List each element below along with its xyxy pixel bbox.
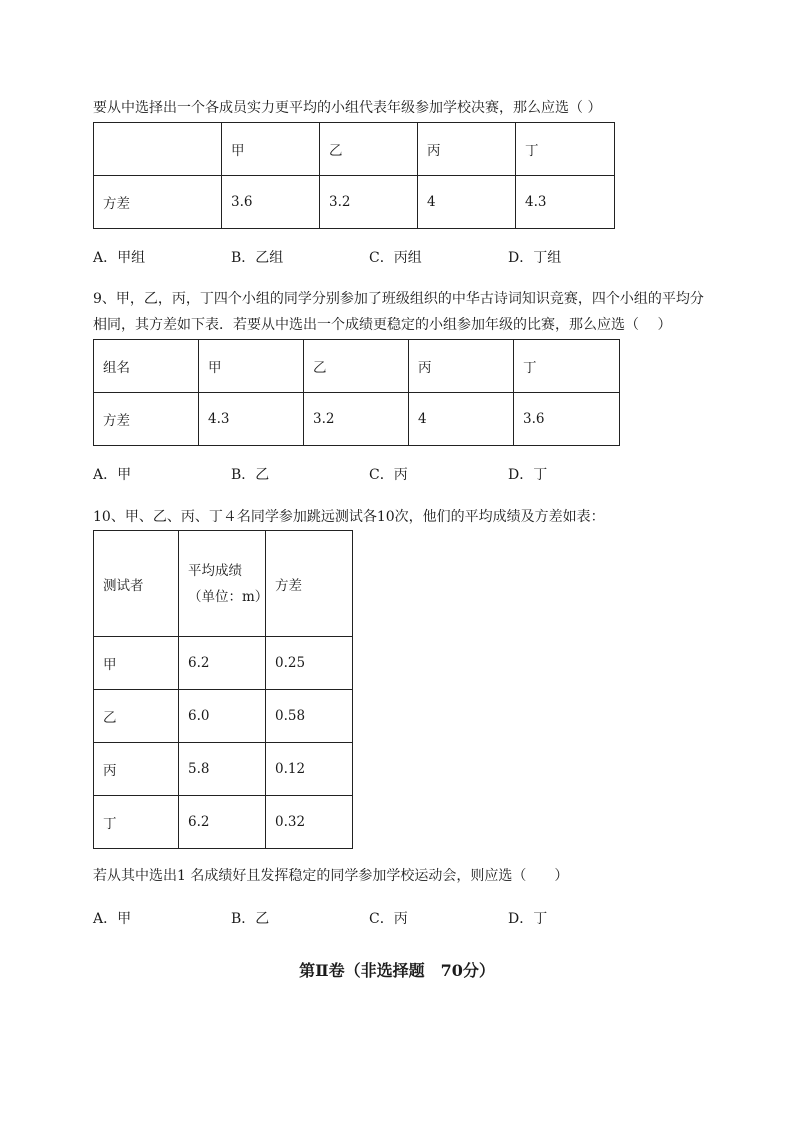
table-cell: 4 xyxy=(409,393,514,446)
table-cell: 乙 xyxy=(320,123,418,176)
table-row xyxy=(94,796,353,849)
table-cell: 5.8 xyxy=(179,743,266,796)
table-cell: 甲 xyxy=(222,123,320,176)
table-cell: 0.58 xyxy=(266,690,353,743)
q10-question: 若从其中选出1 名成绩好且发挥稳定的同学参加学校运动会，则应选（ ） xyxy=(93,868,569,884)
table-row xyxy=(94,176,615,229)
option-c[interactable]: C．丙 xyxy=(369,467,408,483)
q8-options xyxy=(93,248,693,268)
table-cell: 0.12 xyxy=(266,743,353,796)
table-header-row xyxy=(94,340,620,393)
option-a[interactable]: A．甲 xyxy=(93,911,132,927)
option-b[interactable]: B．乙组 xyxy=(231,250,284,266)
q9-options xyxy=(93,465,693,485)
table-header-row xyxy=(94,531,353,637)
table-cell: 4.3 xyxy=(199,393,304,446)
table-cell: 丁 xyxy=(94,796,179,849)
table-cell: 3.6 xyxy=(514,393,620,446)
table-cell: 方差 xyxy=(266,531,353,637)
table-cell: 6.2 xyxy=(179,637,266,690)
table-cell: 测试者 xyxy=(94,531,179,637)
table-cell: 组名 xyxy=(94,340,199,393)
table-row xyxy=(94,690,353,743)
table-row xyxy=(94,743,353,796)
table-cell: 丙 xyxy=(418,123,516,176)
table-cell: 丁 xyxy=(514,340,620,393)
table-header-row xyxy=(94,123,615,176)
table-cell: 4 xyxy=(418,176,516,229)
table-cell: 方差 xyxy=(94,176,222,229)
table-cell: 甲 xyxy=(199,340,304,393)
table-cell: 6.2 xyxy=(179,796,266,849)
table-cell: 方差 xyxy=(94,393,199,446)
q9-variance-table xyxy=(93,339,620,446)
table-cell: 4.3 xyxy=(516,176,615,229)
q9-stem-line2: 相同，其方差如下表．若要从中选出一个成绩更稳定的小组参加年级的比赛，那么应选（ ） xyxy=(93,317,672,333)
table-cell: 3.6 xyxy=(222,176,320,229)
option-b[interactable]: B．乙 xyxy=(231,911,270,927)
table-cell: 丙 xyxy=(409,340,514,393)
table-cell: 6.0 xyxy=(179,690,266,743)
table-row xyxy=(94,637,353,690)
table-cell: 丙 xyxy=(94,743,179,796)
table-cell: 平均成绩（单位：m） xyxy=(179,531,266,637)
section-title: 第Ⅱ卷（非选择题 70分） xyxy=(299,961,495,980)
option-b[interactable]: B．乙 xyxy=(231,467,270,483)
q10-options xyxy=(93,909,693,929)
table-cell: 3.2 xyxy=(304,393,409,446)
q8-stem: 要从中选择出一个各成员实力更平均的小组代表年级参加学校决赛，那么应选（ ） xyxy=(93,100,602,116)
table-cell xyxy=(94,123,222,176)
option-d[interactable]: D．丁 xyxy=(508,911,548,927)
table-row xyxy=(94,393,620,446)
option-c[interactable]: C．丙组 xyxy=(369,250,422,266)
option-d[interactable]: D．丁组 xyxy=(508,250,562,266)
option-a[interactable]: A．甲组 xyxy=(93,250,146,266)
q9-stem-line1: 9、甲，乙，丙，丁四个小组的同学分别参加了班级组织的中华古诗词知识竞赛，四个小组的平均分 xyxy=(93,291,704,307)
option-a[interactable]: A．甲 xyxy=(93,467,132,483)
table-cell: 乙 xyxy=(304,340,409,393)
option-c[interactable]: C．丙 xyxy=(369,911,408,927)
table-cell: 3.2 xyxy=(320,176,418,229)
table-cell: 乙 xyxy=(94,690,179,743)
q10-results-table xyxy=(93,530,353,849)
table-cell: 甲 xyxy=(94,637,179,690)
table-cell: 0.32 xyxy=(266,796,353,849)
option-d[interactable]: D．丁 xyxy=(508,467,548,483)
q8-variance-table xyxy=(93,122,615,229)
q10-stem: 10、甲、乙、丙、丁４名同学参加跳远测试各10次，他们的平均成绩及方差如表： xyxy=(93,509,605,525)
table-cell: 0.25 xyxy=(266,637,353,690)
table-cell: 丁 xyxy=(516,123,615,176)
